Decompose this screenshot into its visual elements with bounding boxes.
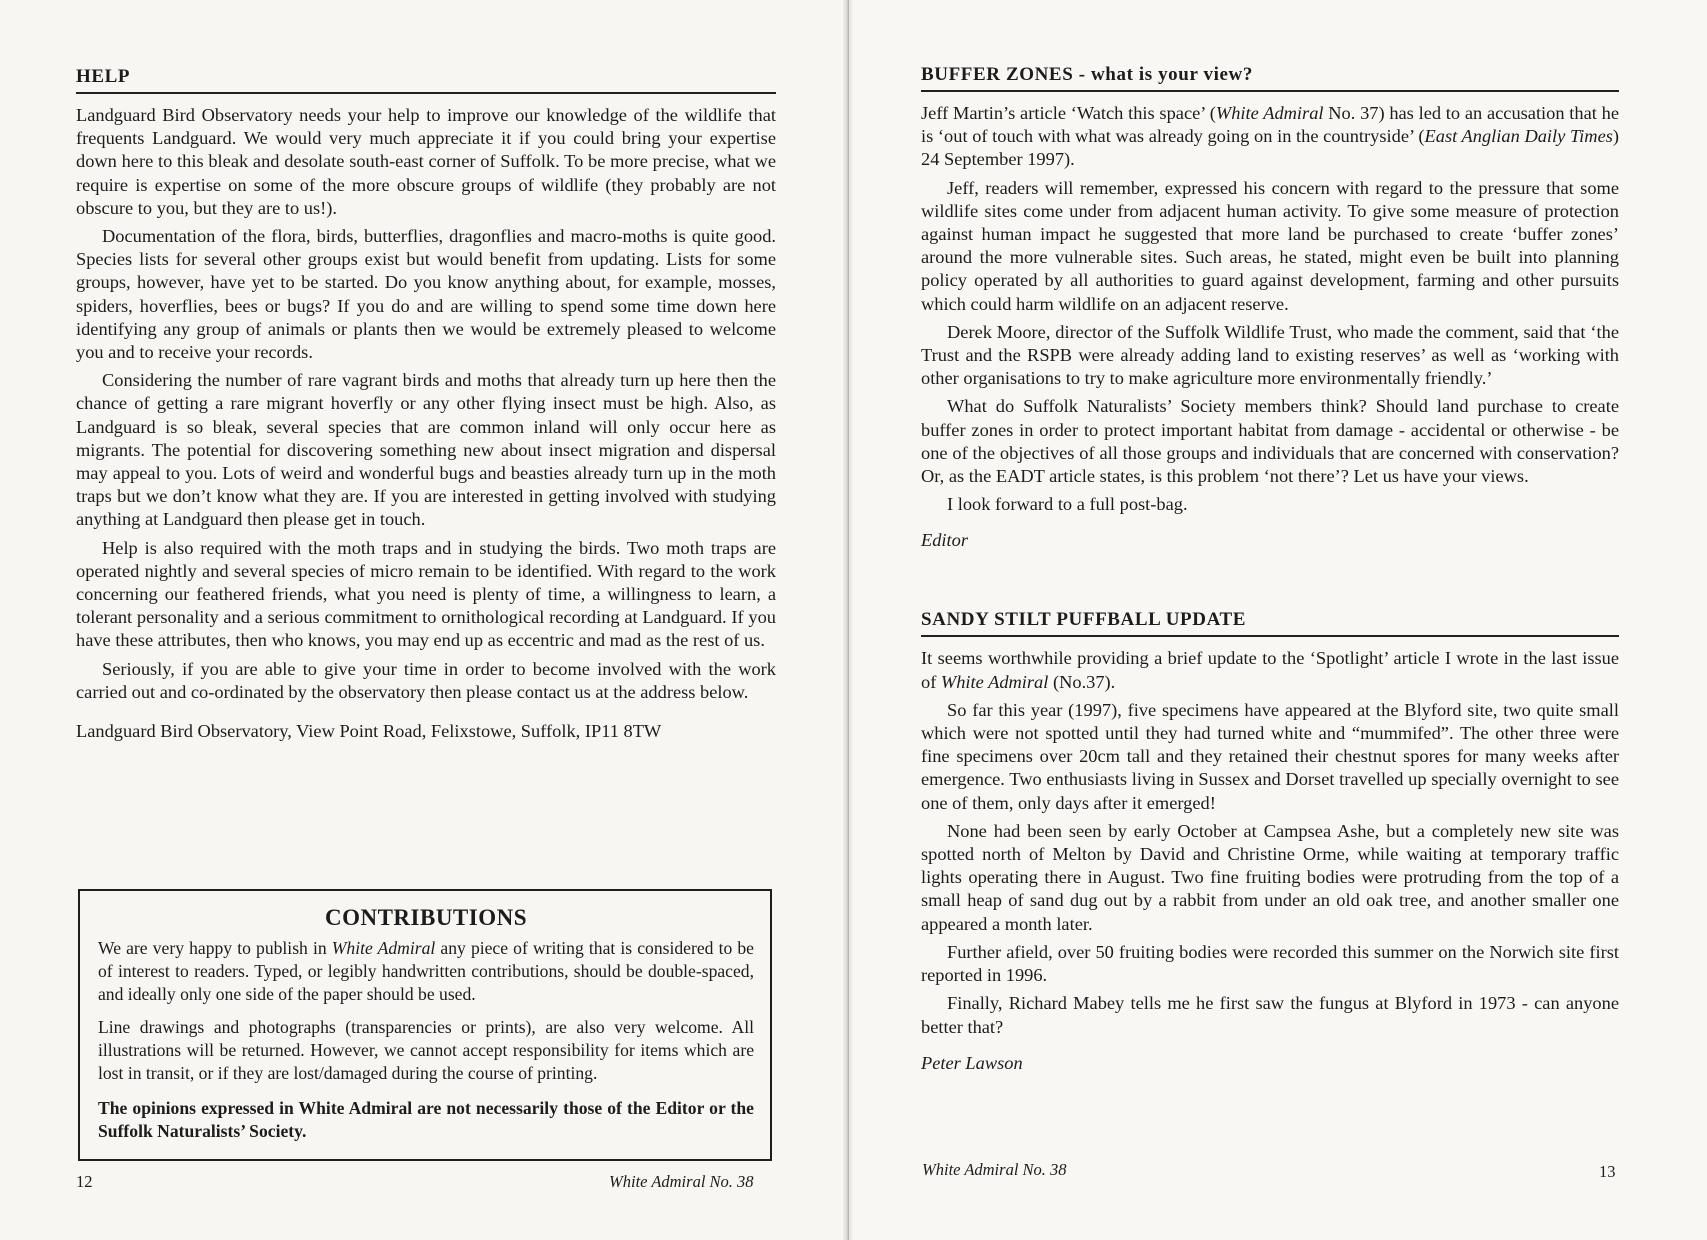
right-column	[921, 64, 1619, 1074]
puffball-paragraph: None had been seen by early October at Campsea Ashe, but a completely new site was spotted north of Melton by David and Christine Orme, while waiting at temporary traffic lights operating there in August. Two fine fruiting bodies were protruding from the top of a small heap of sand dug out by a rabbit from under an old oak tree, and another smaller one appeared a month later.	[921, 820, 1619, 934]
buffer-paragraph: Jeff Martin’s article ‘Watch this space’ (White Admiral No. 37) has led to an accusation that he is ‘out of touch with what was already going on in the countryside’ (East Anglian Daily Times) 24 September 1997).	[921, 103, 1620, 170]
buffer-zones-section	[921, 64, 1619, 551]
buffer-paragraph: What do Suffolk Naturalists’ Society members think? Should land purchase to create buffer zones in order to protect important habitat from damage - accidental or otherwise - be one of the objectives of all those groups and individuals that are concerned with conservation? Or, as the EADT article states, is this problem ‘not there’? Let us have your views.	[921, 396, 1619, 487]
help-paragraph: Documentation of the flora, birds, butterflies, dragonflies and macro-moths is quite good. Species lists for several other groups exist but would benefit from updating. Lists for some groups, however, have yet to be started. Do you know anything about, for example, mosses, spiders, hoverflies, bees or bugs? If you do and are willing to spend some time down here identifying any group of animals or plants then we would be extremely pleased to welcome you and to receive your records.	[76, 226, 776, 363]
puffball-paragraph: Further afield, over 50 fruiting bodies were recorded this summer on the Norwich site first reported in 1996.	[921, 941, 1619, 986]
puffball-paragraph: So far this year (1997), five specimens have appeared at the Blyford site, two quite small which were not spotted until they had turned white and “mummifed”. The other three were fine specimens over 20cm tall and they retained their chestnut spores for many weeks after emergence. Two enthusiasts living in Sussex and Dorset travelled up specially overnight to see one of them, only days after it emerged!	[921, 699, 1619, 813]
book-gutter	[843, 0, 853, 1240]
buffer-paragraph: Jeff, readers will remember, expressed his concern with regard to the pressure that some wildlife sites come under from adjacent human activity. To give some measure of protection against human impact he suggested that more land be purchased to create ‘buffer zones’ around the more vulnerable sites. Such areas, he stated, might even be built into planning policy operated by all authorities to guard against development, farming and other pursuits which could harm wildlife on an adjacent reserve.	[921, 177, 1619, 314]
magazine-footer: White Admiral No. 38	[609, 1172, 754, 1191]
magazine-footer: White Admiral No. 38	[922, 1160, 1067, 1179]
contributions-box	[78, 889, 772, 1161]
help-paragraph: Seriously, if you are able to give your time in order to become involved with the work carried out and co-ordinated by the observatory then please contact us at the address below.	[76, 658, 776, 702]
buffer-zones-heading: BUFFER ZONES - what is your view?	[921, 64, 1619, 92]
contributions-paragraph: We are very happy to publish in White Admiral any piece of writing that is considered to be of interest to readers. Typed, or legibly handwritten contributions, should be double-spaced, and ideally only one side of the paper should be used.	[98, 938, 754, 1004]
puffball-heading: SANDY STILT PUFFBALL UPDATE	[921, 609, 1619, 637]
page-number: 12	[76, 1172, 93, 1191]
help-section	[76, 66, 776, 743]
disclaimer-text: The opinions expressed in White Admiral are not necessarily those of the Editor or the Suffolk Naturalists’ Society.	[98, 1098, 754, 1141]
puffball-paragraph: It seems worthwhile providing a brief update to the ‘Spotlight’ article I wrote in the last issue of White Admiral (No.37).	[921, 648, 1619, 692]
puffball-paragraph: Finally, Richard Mabey tells me he first saw the fungus at Blyford in 1973 - can anyone better that?	[921, 993, 1619, 1037]
author-signature: Peter Lawson	[921, 1052, 1023, 1073]
help-paragraph: Landguard Bird Observatory needs your help to improve our knowledge of the wildlife that frequents Landguard. We would very much appreciate it if you could bring your expertise down here to this bleak and desolate south-east corner of Suffolk. To be more precise, what we require is expertise on some of the more obscure groups of wildlife (they probably are not obscure to you, but they are to us!).	[76, 105, 776, 218]
section-spacer	[921, 551, 1619, 609]
help-paragraph: Help is also required with the moth traps and in studying the birds. Two moth traps are operated nightly and several species of micro remain to be identified. With regard to the work concerning our feathered friends, what you need is plenty of time, a willingness to learn, a tolerant personality and a serious commitment to ornithological recording at Landguard. If you have these attributes, then who knows, you may end up as eccentric and mad as the rest of us.	[76, 537, 776, 651]
help-heading: HELP	[76, 66, 776, 94]
editor-signature: Editor	[921, 530, 969, 551]
page-number: 13	[1599, 1162, 1616, 1181]
buffer-paragraph: I look forward to a full post-bag.	[947, 494, 1188, 515]
contributions-paragraph: Line drawings and photographs (transparencies or prints), are also very welcome. All illustrations will be returned. However, we cannot accept responsibility for items which are lost in transit, or if they are lost/damaged during the course of printing.	[98, 1017, 754, 1083]
puffball-section	[921, 609, 1619, 1073]
buffer-paragraph: Derek Moore, director of the Suffolk Wildlife Trust, who made the comment, said that ‘the Trust and the RSPB were already adding land to existing reserves’ as well as ‘working with other organisations to try to make agriculture more environmentally friendly.’	[921, 321, 1619, 389]
observatory-address: Landguard Bird Observatory, View Point Road, Felixstowe, Suffolk, IP11 8TW	[76, 721, 662, 742]
help-paragraph: Considering the number of rare vagrant birds and moths that already turn up here then the chance of getting a rare migrant hoverfly or any other flying insect must be high. Also, as Landguard is so bleak, several species that are common inland will only occur here as migrants. The potential for discovering something new about insect migration and dispersal may appeal to you. Lots of weird and wonderful bugs and beasties already turn up in the moth traps but we don’t know what they are. If you are interested in getting involved with studying anything at Landguard then please get in touch.	[76, 370, 776, 530]
contributions-heading: CONTRIBUTIONS	[324, 905, 528, 930]
